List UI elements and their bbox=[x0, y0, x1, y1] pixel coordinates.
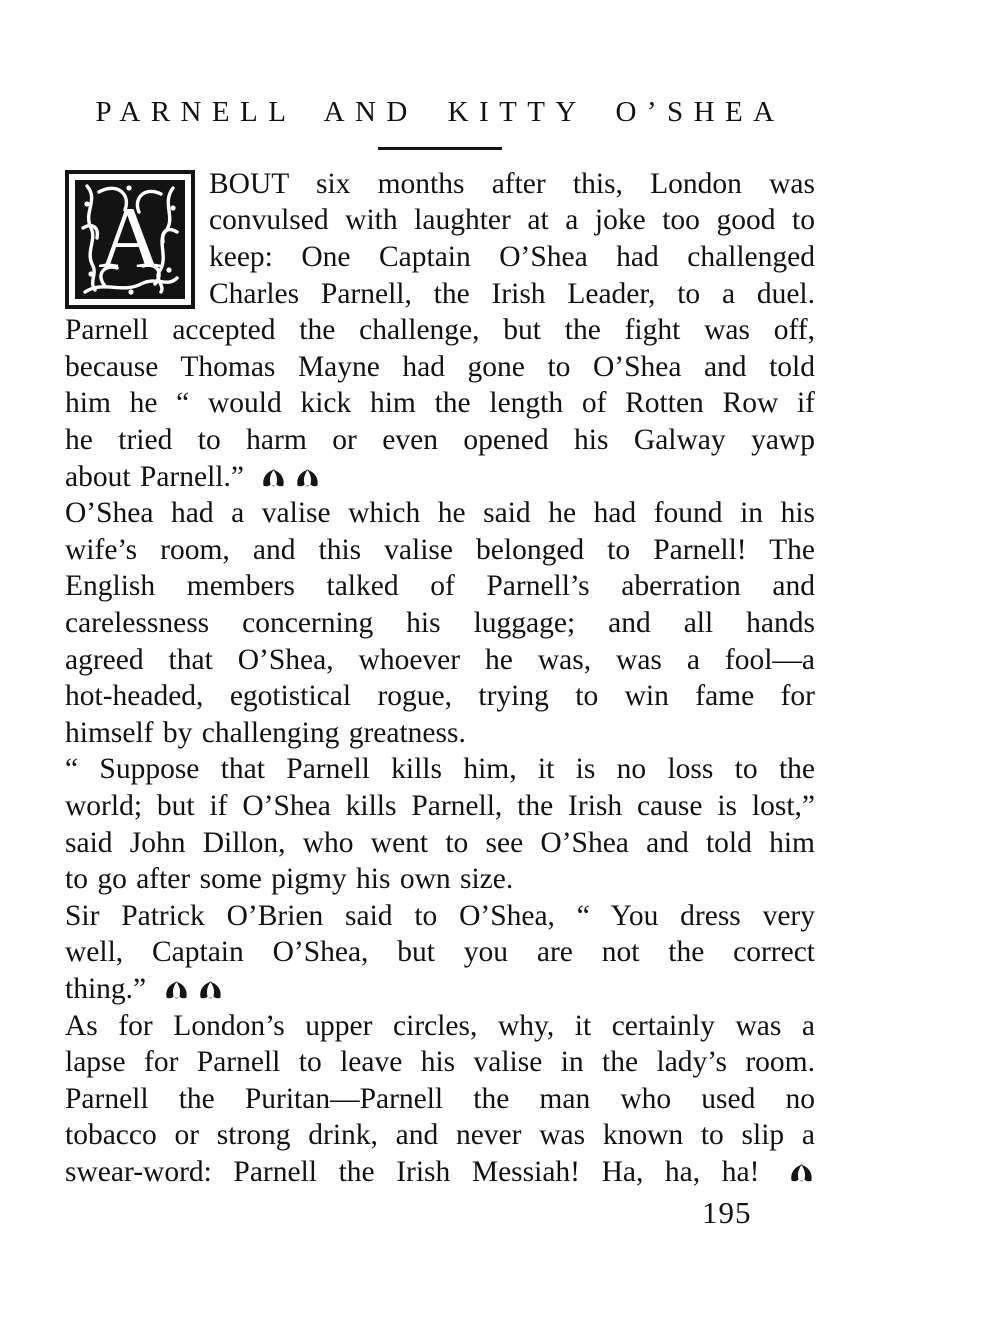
text-line: well, Captain O’Shea, but you are not the correct bbox=[65, 936, 815, 969]
text-line: convulsed with laughter at a joke too good to bbox=[209, 204, 815, 237]
fleuron-icon bbox=[788, 1157, 815, 1179]
text-line: swear-word: Parnell the Irish Messiah! Ha, ha, ha! bbox=[65, 1154, 815, 1191]
text-line: tobacco or strong drink, and never was known to slip a bbox=[65, 1119, 815, 1152]
text-column bbox=[65, 0, 815, 1230]
text-line: carelessness concerning his luggage; and all hands bbox=[65, 607, 815, 640]
text-line: because Thomas Mayne had gone to O’Shea and told bbox=[65, 350, 815, 383]
text-line: BOUT six months after this, London was bbox=[209, 167, 815, 200]
text-line: agreed that O’Shea, whoever he was, was a fool—a bbox=[65, 643, 815, 676]
text-line: Parnell the Puritan—Parnell the man who used no bbox=[65, 1082, 815, 1115]
text-line: world; but if O’Shea kills Parnell, the Irish cause is lost,” bbox=[65, 789, 815, 822]
text-body bbox=[65, 166, 815, 1191]
text-line: Sir Patrick O’Brien said to O’Shea, “ You dress very bbox=[65, 899, 815, 932]
drop-cap-letter: A bbox=[98, 189, 162, 287]
text-line: English members talked of Parnell’s aberration and bbox=[65, 570, 815, 603]
paragraph bbox=[65, 898, 815, 1008]
fleuron-icon bbox=[294, 462, 321, 484]
text-line: O’Shea had a valise which he said he had found in his bbox=[65, 497, 815, 530]
text-line: him he “ would kick him the length of Rotten Row if bbox=[65, 387, 815, 420]
paragraph bbox=[65, 495, 815, 751]
text-line: himself by challenging greatness. bbox=[65, 716, 466, 749]
page-title: PARNELL AND KITTY O’SHEA bbox=[95, 96, 785, 128]
text-line: Parnell accepted the challenge, but the fight was off, bbox=[65, 314, 815, 347]
text-line: wife’s room, and this valise belonged to Parnell! The bbox=[65, 533, 815, 566]
page-number: 195 bbox=[702, 1194, 752, 1230]
title-rule bbox=[378, 147, 502, 150]
text-line: “ Suppose that Parnell kills him, it is no loss to the bbox=[65, 753, 815, 786]
fleuron-icon bbox=[163, 974, 190, 996]
text-line: lapse for Parnell to leave his valise in the lady’s room. bbox=[65, 1046, 815, 1079]
text-line: hot-headed, egotistical rogue, trying to win fame for bbox=[65, 680, 815, 713]
text-line: As for London’s upper circles, why, it certainly was a bbox=[65, 1009, 815, 1042]
fleuron-icon bbox=[260, 462, 287, 484]
text-line: said John Dillon, who went to see O’Shea and told him bbox=[65, 826, 815, 859]
text-line: about Parnell.” bbox=[65, 459, 815, 496]
text-line: Charles Parnell, the Irish Leader, to a duel. bbox=[209, 277, 815, 310]
paragraph bbox=[65, 1008, 815, 1191]
drop-cap bbox=[65, 170, 195, 309]
text-line: to go after some pigmy his own size. bbox=[65, 863, 514, 896]
text-line: thing.” bbox=[65, 971, 815, 1008]
text-line: keep: One Captain O’Shea had challenged bbox=[209, 241, 815, 274]
paragraph bbox=[65, 166, 815, 495]
fleuron-icon bbox=[197, 974, 224, 996]
text-line: he tried to harm or even opened his Galway yawp bbox=[65, 424, 815, 457]
paragraph bbox=[65, 751, 815, 897]
